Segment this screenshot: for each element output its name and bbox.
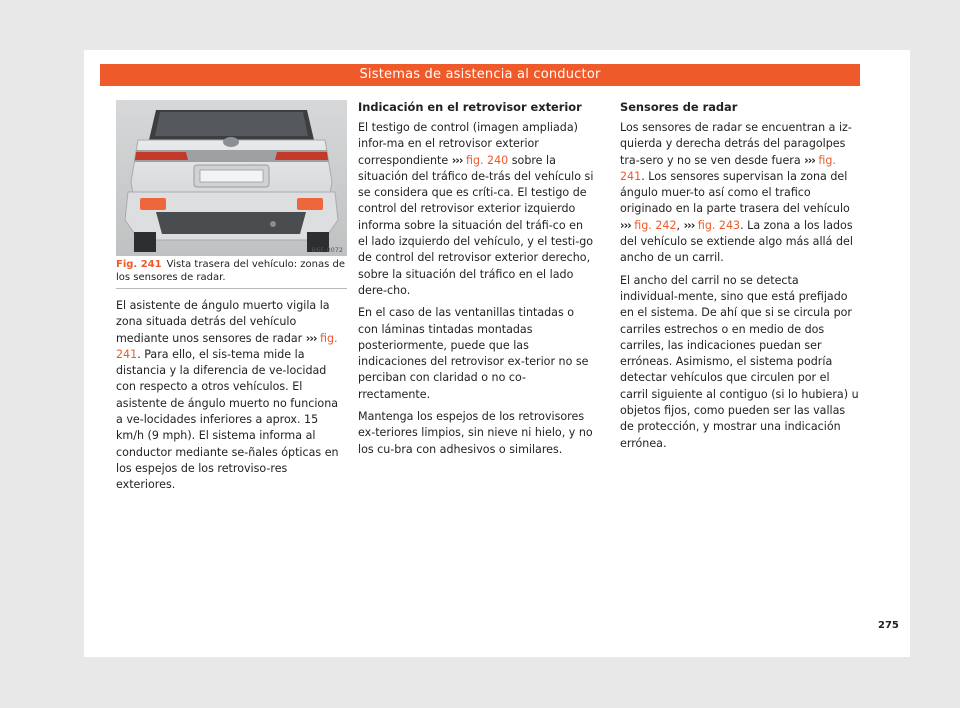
figure-label: Fig. 241	[116, 259, 162, 270]
column-1	[116, 298, 348, 500]
paragraph: En el caso de las ventanillas tintadas o con láminas tintadas montadas posteriormente, puede que las indicaciones del retrovisor ex-terior no se perciban con claridad o no co-rrectamente.	[358, 306, 589, 401]
figure-reference-link[interactable]: fig. 243	[697, 218, 741, 232]
figure-reference-link[interactable]: fig. 241	[620, 153, 836, 183]
chapter-header: Sistemas de asistencia al conductor	[100, 64, 860, 86]
figure-reference-link[interactable]: fig. 240	[465, 153, 509, 167]
reference-arrows: ›››	[683, 218, 695, 232]
figure-reference-link[interactable]: fig. 241	[116, 331, 338, 361]
reference-arrows: ›››	[804, 153, 815, 167]
column-2	[358, 100, 596, 464]
column-3	[620, 100, 860, 458]
figure-reference-link[interactable]: fig. 242	[634, 218, 677, 232]
text-run: Los sensores de radar se encuentran a iz-quierda y derecha detrás del paragolpes tra-sero y no se ven desde fuera	[620, 121, 852, 167]
figure-code: B6F-0072	[311, 246, 343, 254]
text-run: sobre la situación del tráfico de-trás del vehículo si se considera que es críti-ca. El testigo de control del retrovisor exterior izquierdo informa sobre la situación del tráfi-co en el lado izquierdo del vehículo, y el testi-go de control del retrovisor exterior derecho, sobre la situación del tráfico en el lado dere-cho.	[358, 153, 594, 297]
reference-arrows: ›››	[451, 153, 463, 167]
reference-arrows: ›››	[620, 218, 631, 232]
paragraph	[116, 298, 348, 494]
paragraph: Mantenga los espejos de los retrovisores ex-teriores limpios, sin nieve ni hielo, y no los cu-bra con adhesivos o similares.	[358, 410, 593, 456]
paragraph	[620, 120, 860, 267]
figure-caption-text: Vista trasera del vehículo: zonas de los sensores de radar.	[116, 259, 346, 283]
paragraph	[358, 120, 596, 299]
paragraph: El ancho del carril no se detecta individual-mente, sino que está prefijado en el sistema. De ahí que si se circula por carriles estrechos o en medio de dos carriles, las indicaciones puedan ser erróneas. Asimismo, el sistema podría detectar vehículos que circulen por el carril siguiente al contiguo (si lo hubiera) u objetos fijos, como pueden ser las vallas de protección, y mostrar una indicación errónea.	[620, 273, 859, 450]
text-run: ,	[676, 218, 684, 232]
figure-caption	[116, 258, 347, 289]
text-run: . Los sensores supervisan la zona del ángulo muer-to así como el trafico originado en la parte trasera del vehículo	[620, 169, 850, 216]
text-run: El testigo de control (imagen ampliada) infor-ma en el retrovisor exterior correspondiente	[358, 121, 578, 167]
text-run: . La zona a los lados del vehículo se extiende algo más allá del ancho de un carril.	[620, 218, 853, 265]
car-rear-illustration	[116, 100, 347, 256]
reference-arrows: ›››	[305, 331, 317, 345]
text-run: El asistente de ángulo muerto vigila la zona situada detrás del vehículo mediante unos sensores de radar	[116, 299, 330, 345]
page-number: 275	[878, 620, 899, 631]
text-run: . Para ello, el sis-tema mide la distancia y la diferencia de ve-locidad con respecto a otros vehículos. El asistente de ángulo muerto no funciona a ve-locidades inferiores a aprox. 15 km/h (9 mph). El sistema informa al conductor mediante se-ñales ópticas en los espejos de los retroviso-res exteriores.	[116, 347, 339, 492]
section-heading-radar-sensors: Sensores de radar	[620, 100, 738, 114]
section-heading-mirror-indicator: Indicación en el retrovisor exterior	[358, 100, 582, 114]
figure-rear-view-car	[116, 100, 347, 256]
